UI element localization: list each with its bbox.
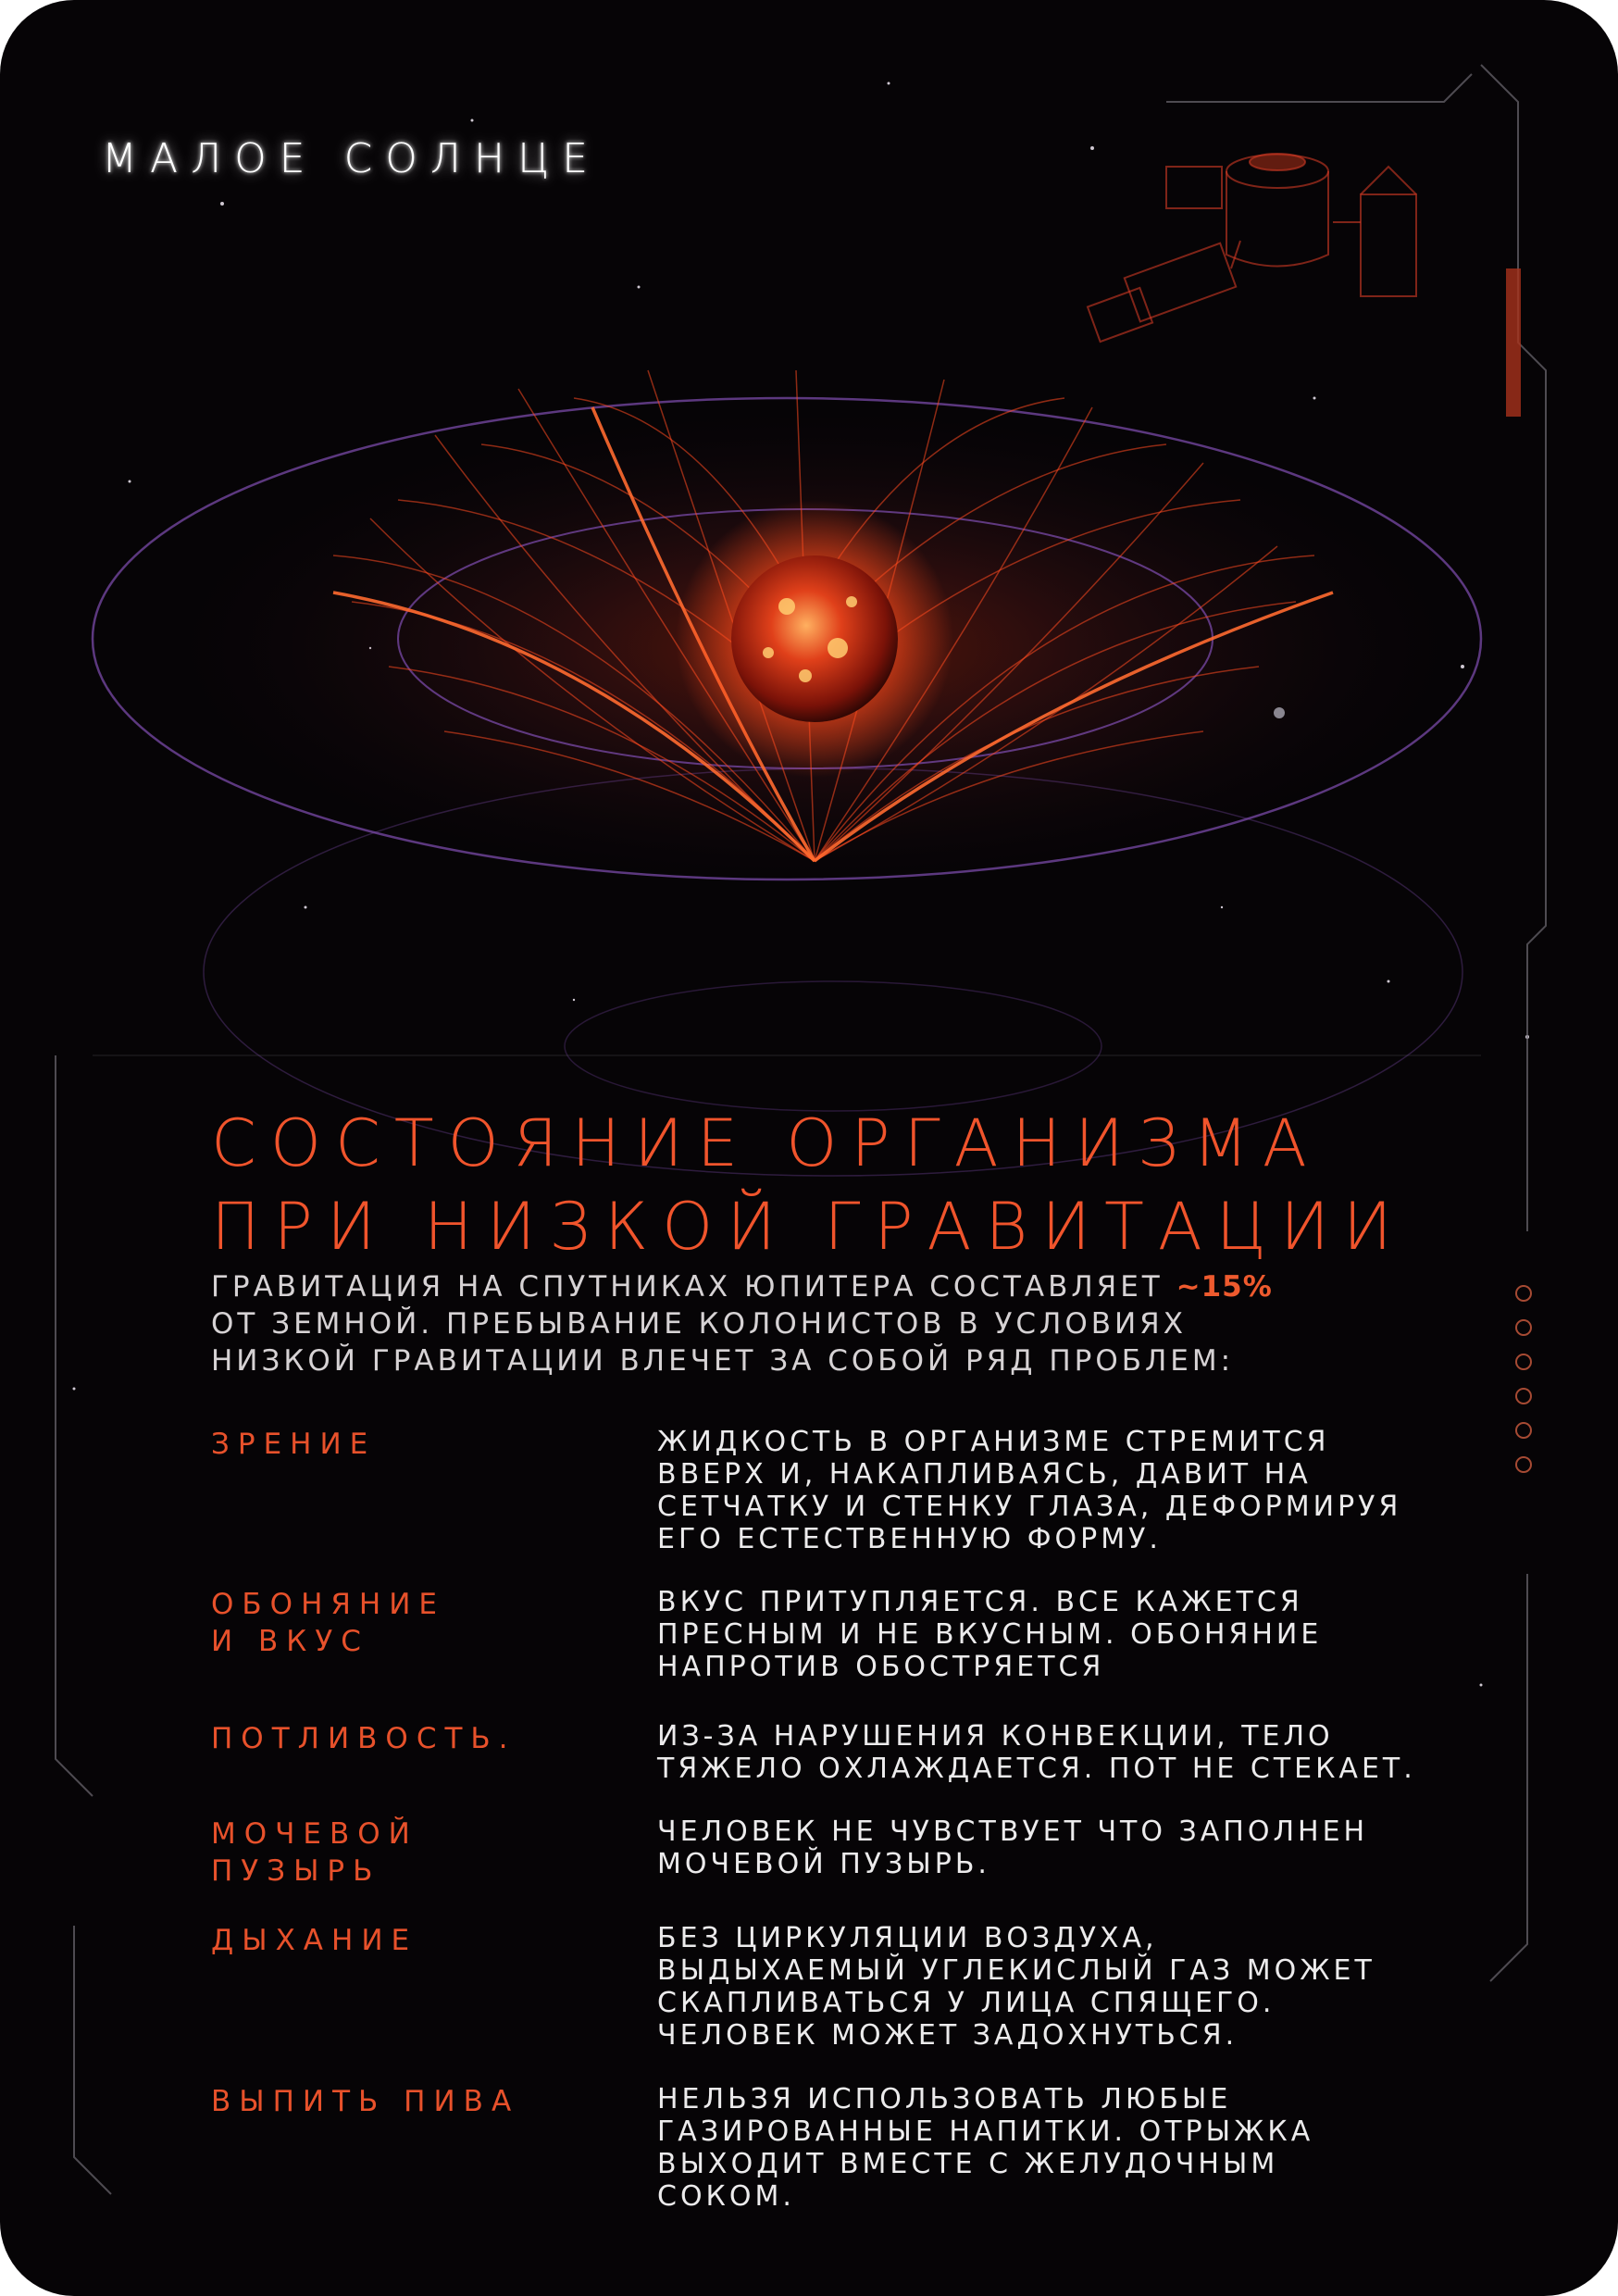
effect-label: ОБОНЯНИЕ И ВКУС [211, 1588, 446, 1658]
effect-description: ЖИДКОСТЬ В ОРГАНИЗМЕ СТРЕМИТСЯ ВВЕРХ И, НАКАПЛИВАЯСЬ, ДАВИТ НА СЕТЧАТКУ И СТЕНКУ ГЛАЗА, ДЕФОРМИРУЯ ЕГО ЕСТЕСТВЕННУЮ ФОРМУ. [657, 1426, 1402, 1555]
intro-text-rest: ОТ ЗЕМНОЙ. ПРЕБЫВАНИЕ КОЛОНИСТОВ В УСЛОВИЯХ НИЗКОЙ ГРАВИТАЦИИ ВЛЕЧЕТ ЗА СОБОЙ РЯД ПРОБЛЕМ: [211, 1307, 1235, 1378]
effect-description: НЕЛЬЗЯ ИСПОЛЬЗОВАТЬ ЛЮБЫЕ ГАЗИРОВАННЫЕ НАПИТКИ. ОТРЫЖКА ВЫХОДИТ ВМЕСТЕ С ЖЕЛУДОЧНЫМ СОКОМ. [657, 2083, 1314, 2213]
intro-text: ГРАВИТАЦИЯ НА СПУТНИКАХ ЮПИТЕРА СОСТАВЛЯЕТ [211, 1270, 1176, 1304]
page-dot[interactable] [1515, 1319, 1532, 1336]
title-line-1: СОСТОЯНИЕ ОРГАНИЗМА [211, 1105, 1321, 1181]
small-sun-icon [731, 555, 898, 722]
page-dot[interactable] [1515, 1285, 1532, 1302]
brand-logo: МАЛОЕ СОЛНЦЕ [102, 135, 602, 182]
effect-description: ИЗ-ЗА НАРУШЕНИЯ КОНВЕКЦИИ, ТЕЛО ТЯЖЕЛО ОХЛАЖДАЕТСЯ. ПОТ НЕ СТЕКАЕТ. [657, 1720, 1416, 1785]
page-dot[interactable] [1515, 1422, 1532, 1439]
effect-label: ВЫПИТЬ ПИВА [211, 2085, 520, 2118]
space-station-icon [1088, 154, 1416, 342]
effect-description: ЧЕЛОВЕК НЕ ЧУВСТВУЕТ ЧТО ЗАПОЛНЕН МОЧЕВОЙ ПУЗЫРЬ. [657, 1816, 1369, 1880]
effect-description: ВКУС ПРИТУПЛЯЕТСЯ. ВСЕ КАЖЕТСЯ ПРЕСНЫМ И НЕ ВКУСНЫМ. ОБОНЯНИЕ НАПРОТИВ ОБОСТРЯЕТСЯ [657, 1586, 1323, 1683]
moon-icon [1274, 707, 1285, 718]
gravity-percent: ~15% [1176, 1270, 1273, 1304]
page-dot[interactable] [1515, 1456, 1532, 1473]
effect-label: ПОТЛИВОСТЬ. [211, 1722, 517, 1755]
page-indicator [1515, 1285, 1541, 1491]
effect-description: БЕЗ ЦИРКУЛЯЦИИ ВОЗДУХА, ВЫДЫХАЕМЫЙ УГЛЕКИСЛЫЙ ГАЗ МОЖЕТ СКАПЛИВАТЬСЯ У ЛИЦА СПЯЩЕГО. ЧЕЛОВЕК МОЖЕТ ЗАДОХНУТЬСЯ. [657, 1922, 1375, 2052]
scroll-indicator [1506, 268, 1521, 417]
effect-label: ЗРЕНИЕ [211, 1428, 377, 1461]
page-dot[interactable] [1515, 1388, 1532, 1404]
effect-label: МОЧЕВОЙ ПУЗЫРЬ [211, 1817, 418, 1888]
effect-label: ДЫХАНИЕ [211, 1924, 418, 1957]
page-dot[interactable] [1515, 1354, 1532, 1370]
page-title [211, 1102, 1406, 1268]
title-line-2: ПРИ НИЗКОЙ ГРАВИТАЦИИ [211, 1189, 1406, 1265]
intro-paragraph [211, 1268, 1303, 1379]
